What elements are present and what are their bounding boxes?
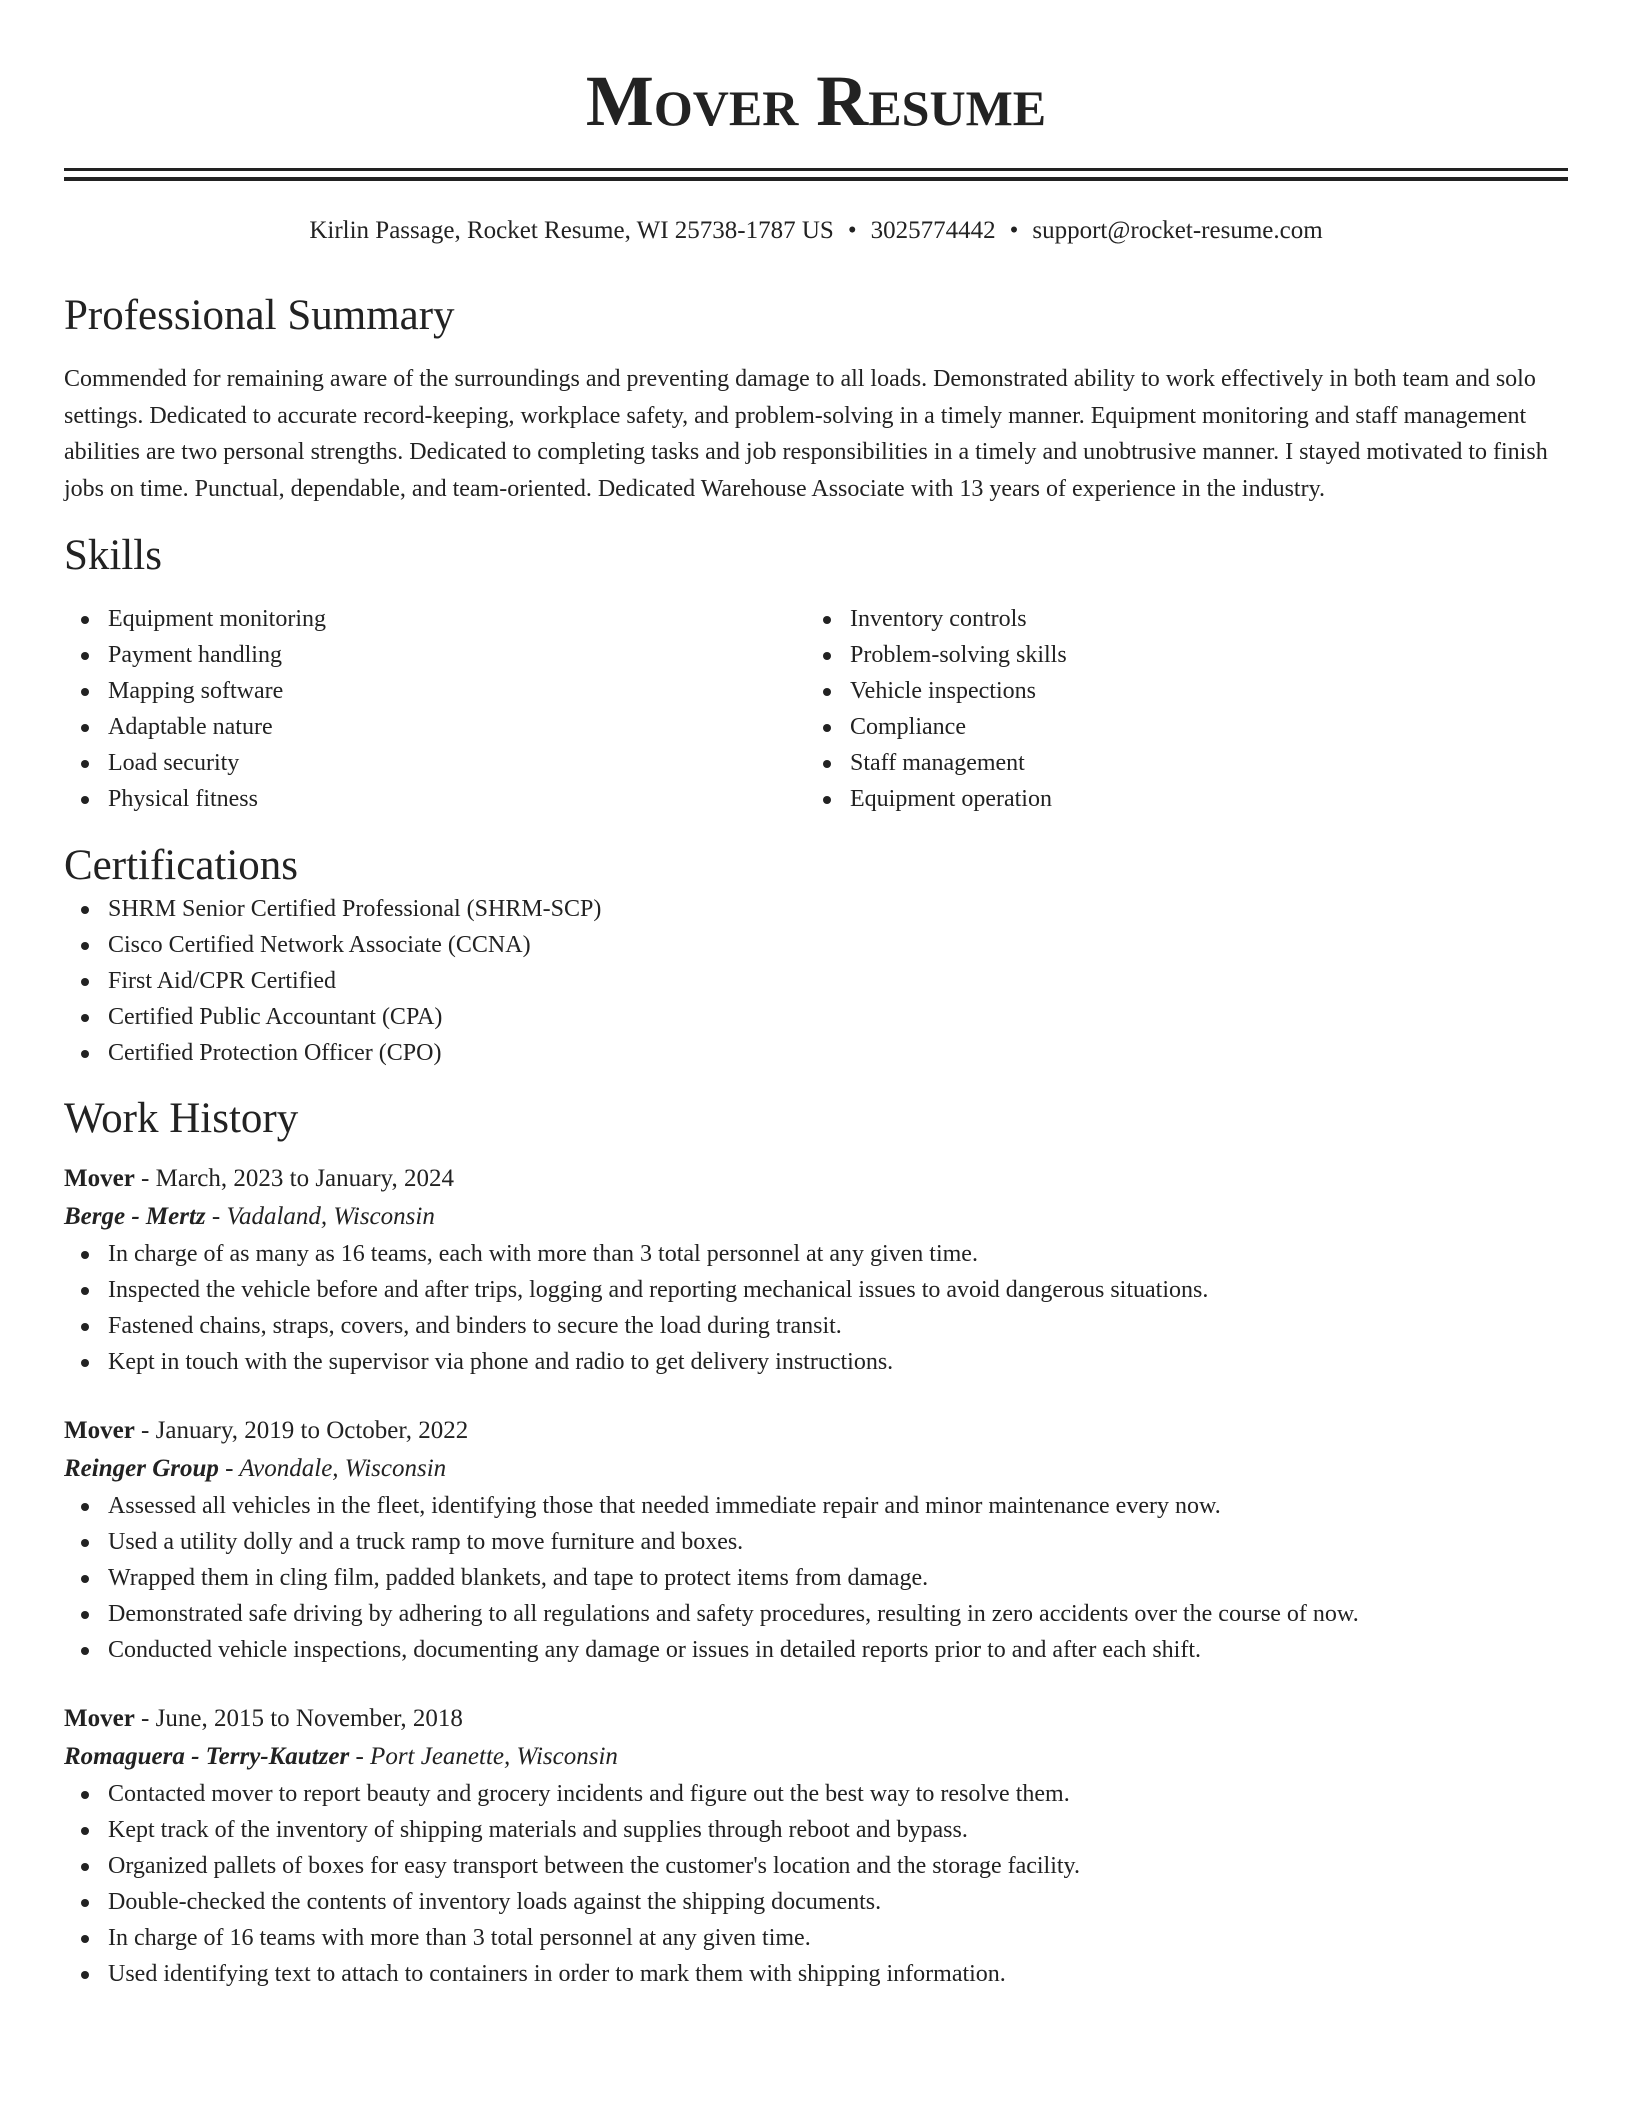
job-entry bbox=[64, 1412, 1568, 1668]
certification-item: Certified Protection Officer (CPO) bbox=[108, 1035, 1568, 1071]
job-entry bbox=[64, 1700, 1568, 1992]
skill-item: Compliance bbox=[850, 709, 1548, 745]
certification-item: First Aid/CPR Certified bbox=[108, 963, 1568, 999]
job-title: Mover bbox=[64, 1705, 135, 1732]
skill-item: Inventory controls bbox=[850, 601, 1548, 637]
job-title-line bbox=[64, 1700, 1568, 1738]
skills-column-left bbox=[64, 601, 806, 817]
job-company: Romaguera - Terry-Kautzer bbox=[64, 1743, 350, 1770]
job-dates: - January, 2019 to October, 2022 bbox=[134, 1417, 469, 1444]
job-duties-list bbox=[64, 1488, 1568, 1668]
skill-item: Staff management bbox=[850, 745, 1548, 781]
job-duty-item: Double-checked the contents of inventory loads against the shipping documents. bbox=[108, 1884, 1568, 1920]
job-duty-item: Assessed all vehicles in the fleet, identifying those that needed immediate repair and minor maintenance every now. bbox=[108, 1488, 1568, 1524]
job-company-line bbox=[64, 1738, 1568, 1776]
skill-item: Load security bbox=[108, 745, 806, 781]
summary-text: Commended for remaining aware of the surroundings and preventing damage to all loads. Demonstrated ability to work effectively in both team and solo settings. Dedicated to accurate record-keeping, workplace safety, and problem-solving in a timely manner. Equipment monitoring and staff management abilities are two personal strengths. Dedicated to completing tasks and job responsibilities in a timely and unobtrusive manner. I stayed motivated to finish jobs on time. Punctual, dependable, and team-oriented. Dedicated Warehouse Associate with 13 years of experience in the industry. bbox=[64, 366, 1548, 502]
skills-heading: Skills bbox=[64, 532, 162, 579]
contact-line bbox=[64, 215, 1568, 247]
contact-separator: • bbox=[847, 217, 857, 244]
job-title-line bbox=[64, 1412, 1568, 1450]
skill-item: Adaptable nature bbox=[108, 709, 806, 745]
certifications-heading: Certifications bbox=[64, 842, 299, 889]
skill-item: Payment handling bbox=[108, 637, 806, 673]
certification-item: SHRM Senior Certified Professional (SHRM-SCP) bbox=[108, 891, 1568, 927]
job-duty-item: Contacted mover to report beauty and grocery incidents and figure out the best way to resolve them. bbox=[108, 1776, 1568, 1812]
job-duty-item: Used a utility dolly and a truck ramp to move furniture and boxes. bbox=[108, 1524, 1568, 1560]
skill-item: Equipment operation bbox=[850, 781, 1548, 817]
certification-item: Cisco Certified Network Associate (CCNA) bbox=[108, 927, 1568, 963]
job-dates: - June, 2015 to November, 2018 bbox=[134, 1705, 463, 1732]
job-duty-item: Demonstrated safe driving by adhering to all regulations and safety procedures, resulting in zero accidents over the course of now. bbox=[108, 1596, 1568, 1632]
resume-page bbox=[64, 0, 1568, 1992]
job-company: Reinger Group bbox=[64, 1455, 219, 1482]
job-company: Berge - Mertz bbox=[64, 1203, 206, 1230]
skill-item: Problem-solving skills bbox=[850, 637, 1548, 673]
contact-separator: • bbox=[1009, 217, 1019, 244]
job-location: - Avondale, Wisconsin bbox=[218, 1455, 447, 1482]
job-dates: - March, 2023 to January, 2024 bbox=[134, 1165, 454, 1192]
job-duty-item: Kept in touch with the supervisor via phone and radio to get delivery instructions. bbox=[108, 1344, 1568, 1380]
job-entry bbox=[64, 1160, 1568, 1380]
contact-address: Kirlin Passage, Rocket Resume, WI 25738-1787 US bbox=[309, 217, 834, 244]
job-duty-item: Inspected the vehicle before and after trips, logging and reporting mechanical issues to avoid dangerous situations. bbox=[108, 1272, 1568, 1308]
job-duty-item: Organized pallets of boxes for easy transport between the customer's location and the storage facility. bbox=[108, 1848, 1568, 1884]
contact-email: support@rocket-resume.com bbox=[1032, 217, 1323, 244]
work-history-heading: Work History bbox=[64, 1095, 299, 1142]
job-duty-item: Kept track of the inventory of shipping materials and supplies through reboot and bypass. bbox=[108, 1812, 1568, 1848]
contact-phone: 3025774442 bbox=[870, 217, 996, 244]
page-title: Mover Resume bbox=[585, 61, 1047, 141]
job-location: - Port Jeanette, Wisconsin bbox=[349, 1743, 618, 1770]
skill-item: Vehicle inspections bbox=[850, 673, 1548, 709]
job-location: - Vadaland, Wisconsin bbox=[205, 1203, 435, 1230]
skill-item: Mapping software bbox=[108, 673, 806, 709]
title-divider-bottom bbox=[64, 177, 1568, 181]
title-divider-top bbox=[64, 168, 1568, 171]
job-duty-item: In charge of 16 teams with more than 3 total personnel at any given time. bbox=[108, 1920, 1568, 1956]
job-title: Mover bbox=[64, 1165, 135, 1192]
summary-heading: Professional Summary bbox=[64, 292, 455, 339]
job-duty-item: Used identifying text to attach to containers in order to mark them with shipping information. bbox=[108, 1956, 1568, 1992]
job-company-line bbox=[64, 1450, 1568, 1488]
job-duty-item: Conducted vehicle inspections, documenting any damage or issues in detailed reports prior to and after each shift. bbox=[108, 1632, 1568, 1668]
job-duties-list bbox=[64, 1776, 1568, 1992]
job-company-line bbox=[64, 1198, 1568, 1236]
skill-item: Physical fitness bbox=[108, 781, 806, 817]
job-title: Mover bbox=[64, 1417, 135, 1444]
skill-item: Equipment monitoring bbox=[108, 601, 806, 637]
skills-column-right bbox=[806, 601, 1548, 817]
job-duties-list bbox=[64, 1236, 1568, 1380]
job-title-line bbox=[64, 1160, 1568, 1198]
job-duty-item: Wrapped them in cling film, padded blankets, and tape to protect items from damage. bbox=[108, 1560, 1568, 1596]
job-duty-item: In charge of as many as 16 teams, each with more than 3 total personnel at any given time. bbox=[108, 1236, 1568, 1272]
skills-grid bbox=[64, 601, 1568, 817]
certifications-list bbox=[64, 891, 1568, 1071]
job-duty-item: Fastened chains, straps, covers, and binders to secure the load during transit. bbox=[108, 1308, 1568, 1344]
certification-item: Certified Public Accountant (CPA) bbox=[108, 999, 1568, 1035]
